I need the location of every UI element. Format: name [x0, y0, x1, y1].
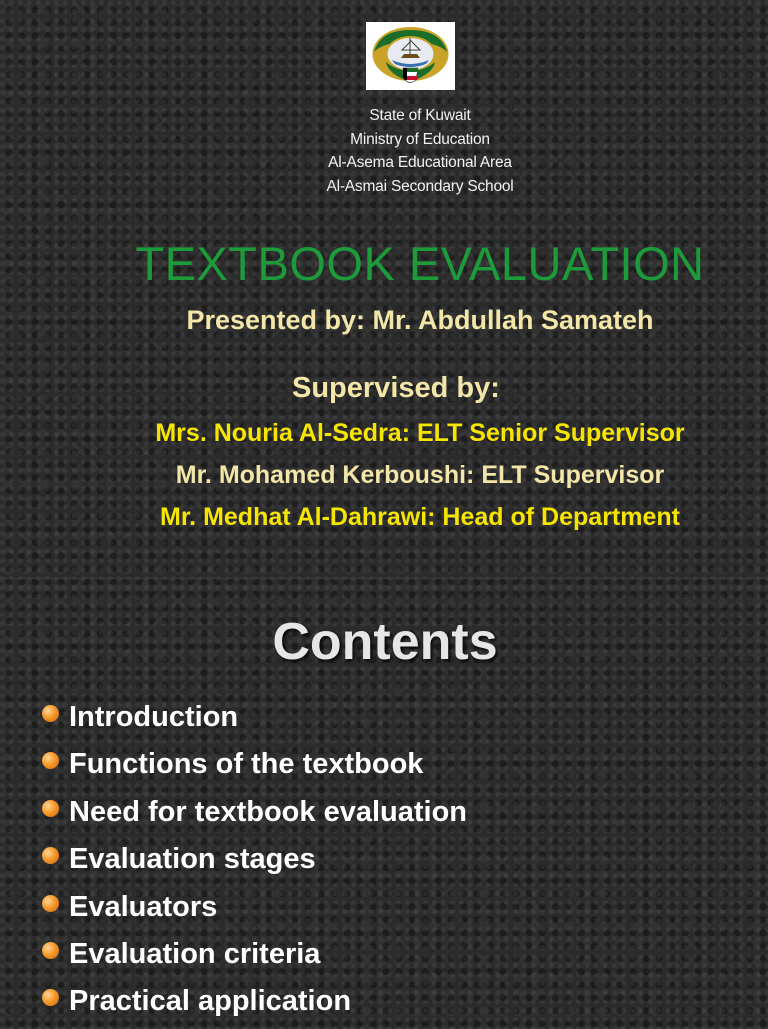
list-item [40, 792, 467, 839]
orange-bullet-icon [42, 847, 59, 864]
orange-bullet-icon [42, 752, 59, 769]
header-line-school: Al-Asmai Secondary School [326, 177, 514, 195]
list-item-label: Evaluation stages [69, 843, 316, 876]
list-item [40, 697, 467, 744]
kuwait-emblem-logo [366, 22, 455, 90]
supervised-by-label: Supervised by: [292, 372, 500, 404]
orange-bullet-icon [42, 895, 59, 912]
header-line-state: State of Kuwait [369, 107, 471, 124]
supervisor-elt: Mr. Mohamed Kerboushi: ELT Supervisor [175, 461, 665, 489]
contents-list [40, 697, 467, 1029]
orange-bullet-icon [42, 989, 59, 1006]
list-item [40, 839, 467, 886]
list-item-label: Practical application [69, 985, 352, 1018]
emblem-icon [366, 22, 455, 90]
supervisor-senior: Mrs. Nouria Al-Sedra: ELT Senior Supervisor [155, 419, 685, 447]
list-item-label: Functions of the textbook [69, 748, 424, 781]
header-line-area: Al-Asema Educational Area [328, 154, 512, 171]
presenter-line: Presented by: Mr. Abdullah Samateh [186, 305, 654, 335]
list-item [40, 744, 467, 791]
header-institution-lines [0, 104, 768, 198]
orange-bullet-icon [42, 942, 59, 959]
list-item-label: Need for textbook evaluation [69, 795, 468, 828]
supervisor-head-of-department: Mr. Medhat Al-Dahrawi: Head of Department [160, 503, 680, 531]
list-item [40, 887, 467, 934]
list-item [40, 934, 467, 981]
list-item-label: Evaluators [69, 890, 218, 923]
list-item-label: Evaluation criteria [69, 937, 321, 970]
contents-title: Contents [272, 613, 498, 671]
presentation-title: TEXTBOOK EVALUATION [135, 237, 705, 290]
orange-bullet-icon [42, 705, 59, 722]
list-item-label: Introduction [69, 701, 239, 733]
list-item [40, 981, 467, 1028]
orange-bullet-icon [42, 800, 59, 817]
header-line-ministry: Ministry of Education [350, 130, 490, 148]
